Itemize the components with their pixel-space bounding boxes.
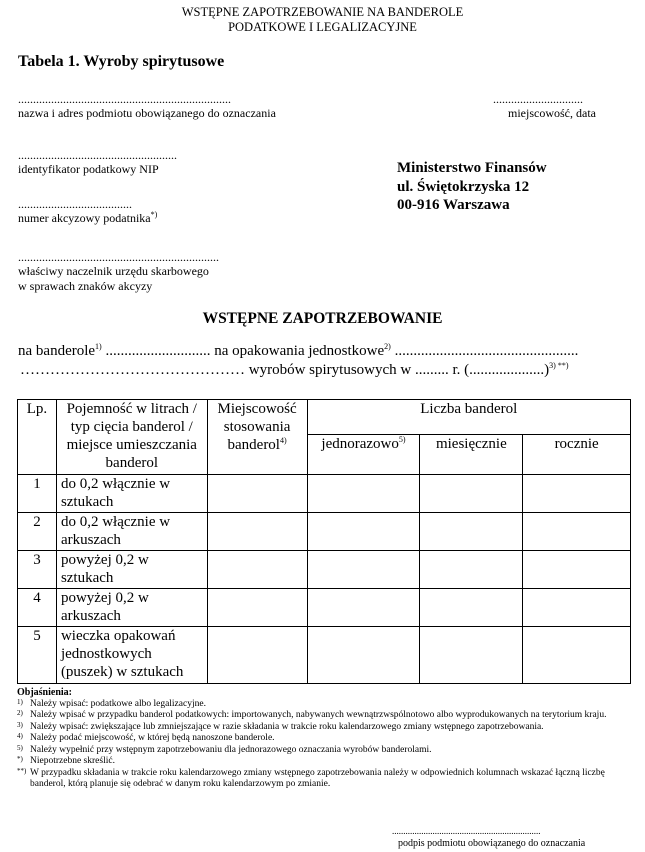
explanations-heading: Objaśnienia:	[17, 687, 73, 698]
header-count: Liczba banderol	[307, 400, 630, 435]
excise-number-label: numer akcyzowy podatnika*)	[18, 210, 158, 225]
nip-label: identyfikator podatkowy NIP	[18, 162, 159, 176]
header-capacity: Pojemność w litrach / typ cięcia banderol / miejsce umieszczania banderol	[56, 400, 207, 475]
monthly-cell[interactable]	[420, 551, 523, 589]
header-lp: Lp.	[18, 400, 57, 475]
note-item: 3) Należy wpisać: zwiększające lub zmniejszające w razie składania w trakcie roku kalendarzowego zmiany wstępnego zapotrzebowania.	[17, 720, 544, 732]
monthly-cell[interactable]	[420, 513, 523, 551]
row-label: powyżej 0,2 w sztukach	[56, 551, 207, 589]
tax-office-label-1: właściwy naczelnik urzędu skarbowego	[18, 264, 209, 278]
signature-field[interactable]: ..................................................................	[392, 826, 541, 836]
row-label: do 0,2 włącznie w sztukach	[56, 475, 207, 513]
row-label: do 0,2 włącznie w arkuszach	[56, 513, 207, 551]
place-cell[interactable]	[207, 551, 307, 589]
note-item: 2) Należy wpisać w przypadku banderol podatkowych: importowanych, nabywanych wewnątrzwspólnotowo albo wyprodukowanych na terytorium kraju.	[17, 709, 607, 720]
header-yearly: rocznie	[523, 435, 631, 475]
once-cell[interactable]	[307, 627, 420, 684]
table-row	[18, 475, 631, 513]
row-number: 2	[18, 513, 57, 551]
row-label: powyżej 0,2 w arkuszach	[56, 589, 207, 627]
table-row	[18, 589, 631, 627]
banderole-table	[17, 399, 631, 684]
header-place: Miejscowość stosowania banderol$^{4)}$	[207, 400, 307, 475]
tax-office-label-2: w sprawach znaków akcyzy	[18, 279, 153, 293]
yearly-cell[interactable]	[523, 589, 631, 627]
table-title: Tabela 1. Wyroby spirytusowe	[18, 53, 225, 70]
monthly-cell[interactable]	[420, 627, 523, 684]
note-item: **) W przypadku składania w trakcie roku kalendarzowego zmiany wstępnego zapotrzebowania należy w odpowiednich kolumnach wskazać łączną liczbę banderol, którą planuje się odebrać w danym roku kalendarzowym po zmianie.	[17, 766, 605, 789]
name-address-label: nazwa i adres podmiotu obowiązanego do oznaczania	[18, 106, 276, 120]
row-number: 1	[18, 475, 57, 513]
header-monthly: miesięcznie	[420, 435, 523, 475]
request-line-2: ……………………………………… wyrobów spirytusowych w ......... r. (....................)$^{3) **)}$	[20, 361, 569, 378]
place-date-field[interactable]: ..............................	[493, 92, 583, 106]
row-number: 5	[18, 627, 57, 684]
tax-office-field[interactable]: ...................................................................	[18, 250, 219, 264]
signature-label: podpis podmiotu obowiązanego do oznaczania	[398, 838, 586, 849]
table-row	[18, 551, 631, 589]
note-item: 4) Należy podać miejscowość, w której będą nanoszone banderole.	[17, 732, 275, 743]
excise-number-field[interactable]: ......................................	[18, 197, 132, 211]
place-cell[interactable]	[207, 475, 307, 513]
place-cell[interactable]	[207, 513, 307, 551]
table-row	[18, 627, 631, 684]
nip-field[interactable]: .....................................................	[18, 148, 177, 162]
row-number: 3	[18, 551, 57, 589]
once-cell[interactable]	[307, 475, 420, 513]
yearly-cell[interactable]	[523, 475, 631, 513]
explanations	[17, 687, 629, 791]
form-header-line-2: PODATKOWE I LEGALIZACYJNE	[228, 20, 417, 34]
request-line-1: na banderole$^{1)}$ ............................ na opakowania jednostkowe$^{2)}$ .................................................	[18, 342, 579, 359]
place-date-label: miejscowość, data	[508, 106, 596, 120]
yearly-cell[interactable]	[523, 551, 631, 589]
table-row	[18, 513, 631, 551]
footnote-mark: *)	[150, 210, 158, 219]
form-header-line-1: WSTĘPNE ZAPOTRZEBOWANIE NA BANDEROLE	[181, 5, 464, 19]
row-label: wieczka opakowań jednostkowych (puszek) w sztukach	[56, 627, 207, 684]
ministry-street: ul. Świętokrzyska 12	[397, 179, 530, 195]
place-cell[interactable]	[207, 627, 307, 684]
note-item: *) Niepotrzebne skreślić.	[17, 755, 115, 766]
ministry-name: Ministerstwo Finansów	[397, 160, 547, 176]
ministry-city: 00-916 Warszawa	[397, 197, 510, 213]
name-address-field[interactable]: .......................................................................	[18, 92, 231, 106]
monthly-cell[interactable]	[420, 589, 523, 627]
section-title: WSTĘPNE ZAPOTRZEBOWANIE	[202, 310, 443, 327]
row-number: 4	[18, 589, 57, 627]
once-cell[interactable]	[307, 551, 420, 589]
note-item: 5) Należy wypełnić przy wstępnym zapotrzebowaniu dla jednorazowego oznaczania wyrobów banderolami.	[17, 743, 432, 755]
monthly-cell[interactable]	[420, 475, 523, 513]
place-cell[interactable]	[207, 589, 307, 627]
once-cell[interactable]	[307, 513, 420, 551]
note-item: 1) Należy wpisać: podatkowe albo legalizacyjne.	[17, 697, 206, 709]
header-once: jednorazowo$^{5)}$	[307, 435, 420, 475]
yearly-cell[interactable]	[523, 627, 631, 684]
yearly-cell[interactable]	[523, 513, 631, 551]
once-cell[interactable]	[307, 589, 420, 627]
